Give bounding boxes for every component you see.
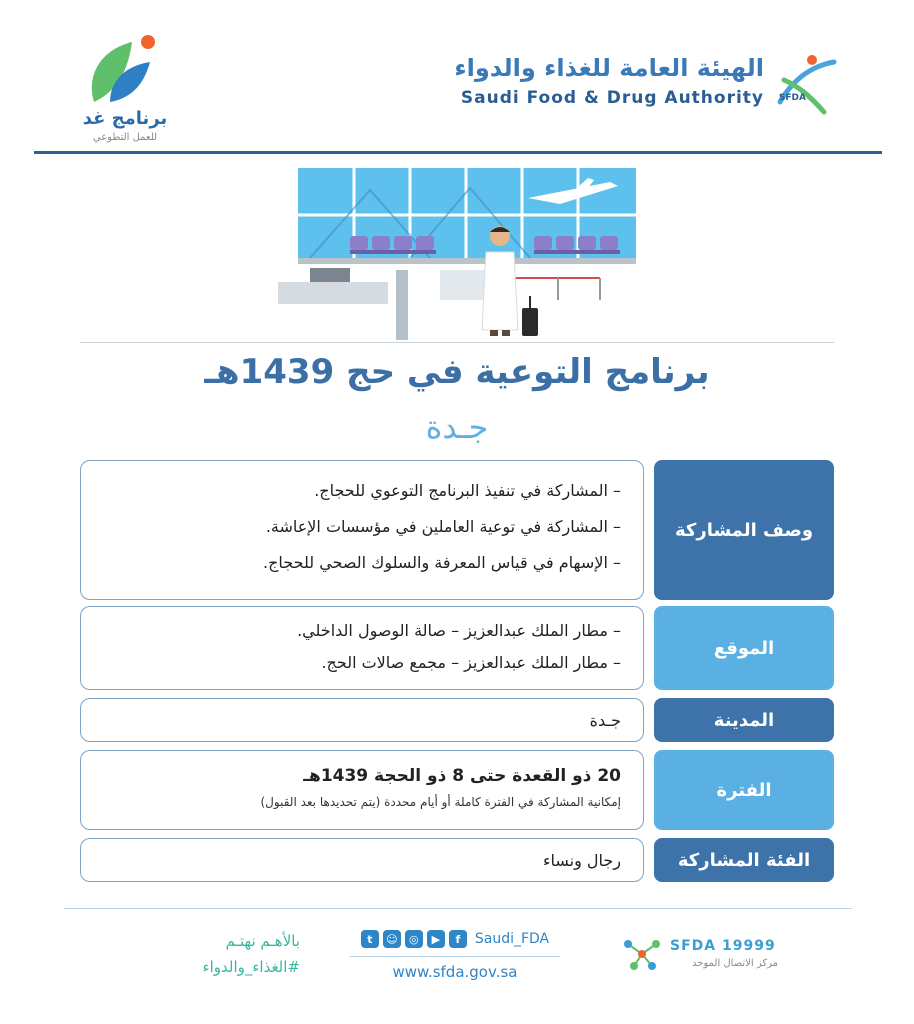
label-period: الفترة bbox=[654, 750, 834, 830]
illustration-divider bbox=[80, 342, 834, 343]
content-location bbox=[80, 606, 644, 690]
city-value: جـدة bbox=[589, 710, 621, 730]
website-link[interactable]: www.sfda.gov.sa bbox=[392, 963, 518, 981]
sfda-name-english: Saudi Food & Drug Authority bbox=[460, 88, 764, 108]
footer-hashtags bbox=[140, 932, 300, 976]
row-participant-category bbox=[78, 838, 834, 882]
row-location bbox=[78, 606, 834, 690]
row-period bbox=[78, 750, 834, 830]
instagram-icon[interactable]: ◎ bbox=[405, 930, 423, 948]
content-city bbox=[80, 698, 644, 742]
ghad-title: برنامج غد bbox=[82, 108, 168, 129]
hashtag: #الغذاء_والدواء bbox=[202, 958, 300, 976]
social-handle[interactable]: Saudi_FDA bbox=[474, 931, 550, 947]
description-line: – الإسهام في قياس المعرفة والسلوك الصحي للحجاج. bbox=[263, 553, 621, 572]
period-dates: 20 ذو القعدة حتى 8 ذو الحجة 1439هـ bbox=[303, 766, 621, 786]
description-line: – المشاركة في توعية العاملين في مؤسسات الإعاشة. bbox=[265, 517, 621, 536]
category-value: رجال ونساء bbox=[542, 850, 621, 870]
call-center-number[interactable]: SFDA 19999 bbox=[670, 938, 776, 954]
airport-illustration bbox=[270, 160, 650, 342]
ghad-program-logo bbox=[70, 28, 180, 148]
content-participation-description bbox=[80, 460, 644, 600]
label-participation-description: وصف المشاركة bbox=[654, 460, 834, 600]
call-center-label: مركز الاتصال الموحد bbox=[692, 958, 778, 969]
header-divider bbox=[34, 151, 882, 154]
contact-divider bbox=[350, 956, 560, 957]
label-participant-category: الفئة المشاركة bbox=[654, 838, 834, 882]
youtube-icon[interactable]: ▶ bbox=[427, 930, 445, 948]
label-location: الموقع bbox=[654, 606, 834, 690]
location-line: – مطار الملك عبدالعزيز – مجمع صالات الحج. bbox=[321, 653, 621, 672]
twitter-icon[interactable]: t bbox=[361, 930, 379, 948]
sfda-name-arabic: الهيئة العامة للغذاء والدواء bbox=[454, 54, 764, 82]
row-participation-description bbox=[78, 460, 834, 600]
facebook-icon[interactable]: f bbox=[449, 930, 467, 948]
label-city: المدينة bbox=[654, 698, 834, 742]
social-row bbox=[350, 930, 560, 948]
content-participant-category bbox=[80, 838, 644, 882]
footer-call-center bbox=[620, 930, 780, 980]
description-line: – المشاركة في تنفيذ البرنامج التوعوي للحجاج. bbox=[314, 481, 621, 500]
slogan: بالأهـم نهتـم bbox=[225, 932, 300, 950]
snapchat-icon[interactable]: ☺ bbox=[383, 930, 401, 948]
sfda-logo bbox=[454, 50, 844, 120]
content-period bbox=[80, 750, 644, 830]
sfda-emblem-text: SFDA bbox=[778, 93, 806, 103]
footer-divider bbox=[64, 908, 852, 909]
location-line: – مطار الملك عبدالعزيز – صالة الوصول الداخلي. bbox=[297, 621, 621, 640]
period-note: إمكانية المشاركة في الفترة كاملة أو أيام محددة (يتم تحديدها بعد القبول) bbox=[260, 795, 621, 809]
page-title: برنامج التوعية في حج 1439هـ bbox=[204, 352, 710, 392]
row-city bbox=[78, 698, 834, 742]
footer-contact bbox=[350, 930, 560, 981]
leaf-icon bbox=[80, 28, 160, 106]
ghad-subtitle: للعمل التطوعي bbox=[92, 132, 158, 143]
sfda-emblem-icon bbox=[772, 50, 844, 120]
page-subtitle-city: جـدة bbox=[425, 408, 489, 446]
network-icon bbox=[620, 934, 664, 974]
